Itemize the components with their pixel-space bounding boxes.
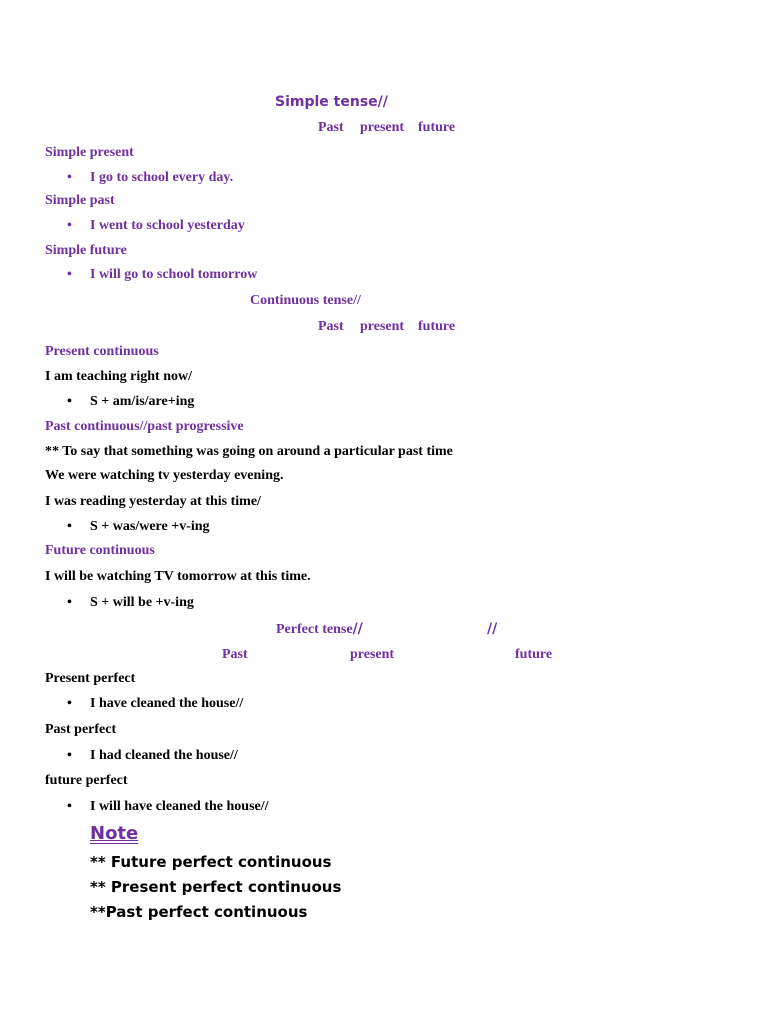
bullet: • (67, 218, 72, 233)
past-perfect-example: I had cleaned the house// (90, 748, 238, 763)
future-perfect-example: I will have cleaned the house// (90, 799, 269, 814)
simple-col-present: present (360, 120, 405, 135)
continuous-col-present: present (360, 319, 405, 334)
perfect-tense-heading (276, 620, 363, 639)
bullet: • (67, 267, 72, 282)
note-item: ** Future perfect continuous (90, 853, 332, 871)
perfect-tense-title: Perfect tense (276, 622, 353, 637)
perfect-extra-slashes: // (487, 621, 498, 637)
past-continuous-note: ** To say that something was going on around a particular past time (45, 444, 453, 459)
note-heading: Note (90, 823, 139, 844)
simple-future-label: Simple future (45, 243, 127, 258)
simple-present-label: Simple present (45, 145, 134, 160)
past-continuous-example-2: I was reading yesterday at this time/ (45, 494, 261, 509)
future-continuous-label: Future continuous (45, 543, 155, 558)
present-continuous-formula: S + am/is/are+ing (90, 394, 195, 409)
future-perfect-label: future perfect (45, 773, 128, 788)
simple-past-example: I went to school yesterday (90, 218, 245, 233)
past-continuous-example-1: We were watching tv yesterday evening. (45, 468, 284, 483)
continuous-col-past: Past (318, 319, 344, 334)
perfect-col-past: Past (222, 647, 248, 662)
simple-past-label: Simple past (45, 193, 115, 208)
simple-tense-heading: Simple tense// (275, 94, 388, 110)
past-continuous-label: Past continuous//past progressive (45, 419, 244, 434)
future-continuous-example: I will be watching TV tomorrow at this time. (45, 569, 311, 584)
future-continuous-formula: S + will be +v-ing (90, 595, 194, 610)
present-perfect-example: I have cleaned the house// (90, 696, 244, 711)
perfect-col-present: present (350, 647, 395, 662)
simple-col-past: Past (318, 120, 344, 135)
present-continuous-example: I am teaching right now/ (45, 369, 192, 384)
bullet: • (67, 170, 72, 185)
bullet: • (67, 748, 72, 763)
bullet: • (67, 696, 72, 711)
note-item: **Past perfect continuous (90, 903, 308, 921)
present-continuous-label: Present continuous (45, 344, 159, 359)
continuous-col-future: future (418, 319, 456, 334)
present-perfect-label: Present perfect (45, 671, 136, 686)
perfect-col-future: future (515, 647, 553, 662)
bullet: • (67, 595, 72, 610)
bullet: • (67, 799, 72, 814)
continuous-tense-heading: Continuous tense// (250, 293, 361, 308)
bullet: • (67, 394, 72, 409)
past-continuous-formula: S + was/were +v-ing (90, 519, 210, 534)
simple-future-example: I will go to school tomorrow (90, 267, 258, 282)
simple-present-example: I go to school every day. (90, 170, 234, 185)
bullet: • (67, 519, 72, 534)
note-item: ** Present perfect continuous (90, 878, 342, 896)
simple-col-future: future (418, 120, 456, 135)
perfect-tense-slashes: // (352, 621, 363, 637)
past-perfect-label: Past perfect (45, 722, 117, 737)
